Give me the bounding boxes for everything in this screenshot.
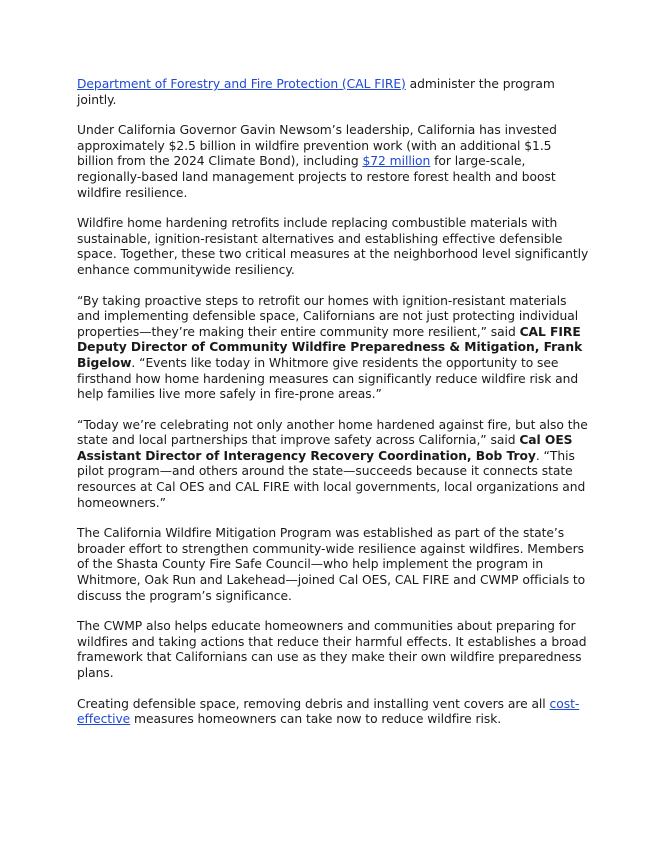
quote-text: “Today we’re celebrating not only another home hardened against fire, but also the state and local partnerships that improve safety across California,” said: [77, 417, 588, 448]
quote-text: . “This pilot program—and others around the state—succeeds because it connects state resources at Cal OES and CAL FIRE with local governments, local organizations and homeowners.”: [77, 448, 586, 510]
cal-fire-link[interactable]: Department of Forestry and Fire Protection (CAL FIRE): [77, 77, 406, 91]
quote-text: “By taking proactive steps to retrofit our homes with ignition-resistant materials and implementing defensible space, Californians are not just protecting individual properties—they’re making their entire community more resilient,” said: [77, 293, 579, 339]
paragraph-text: Creating defensible space, removing debris and installing vent covers are all: [77, 696, 550, 711]
speaker-name: Cal OES Assistant Director of Interagency Recovery Coordination, Bob Troy: [77, 433, 573, 463]
paragraph-text: administer the program jointly.: [77, 77, 555, 107]
paragraph-troy-quote: [77, 418, 590, 512]
paragraph-bigelow-quote: [77, 294, 590, 403]
paragraph-program-admin: [77, 77, 590, 108]
quote-text: . “Events like today in Whitmore give residents the opportunity to see firsthand how home hardening measures can significantly reduce wildfire risk and help families live more safely in fire-prone areas.”: [77, 355, 579, 402]
paragraph-retrofits: Wildfire home hardening retrofits include replacing combustible materials with sustainable, ignition-resistant alternatives and establishing effective defensible space. Together, these two critical measures at the neighborhood level significantly enhance communitywide resiliency.: [77, 216, 589, 277]
paragraph-cwmp-education: The CWMP also helps educate homeowners and communities about preparing for wildfires and taking actions that reduce their harmful effects. It establishes a broad framework that Californians can use as they make their own wildfire preparedness plans.: [77, 619, 587, 680]
speaker-name: CAL FIRE Deputy Director of Community Wildfire Preparedness & Mitigation, Frank Bigelow: [77, 324, 583, 370]
paragraph-text: Under California Governor Gavin Newsom’s leadership, California has invested approximately $2.5 billion in wildfire prevention work (with an additional $1.5 billion from the 2024 Climate Bond), including: [77, 123, 557, 169]
paragraph-text: for large-scale, regionally-based land management projects to restore forest health and boost wildfire resilience.: [77, 154, 556, 200]
paragraph-cwmp-established: The California Wildfire Mitigation Program was established as part of the state’s broader effort to strengthen community-wide resilience against wildfires. Members of the Shasta County Fire Safe Council—who help implement the program in Whitmore, Oak Run and Lakehead—joined Cal OES, CAL FIRE and CWMP officials to discuss the program’s significance.: [77, 526, 586, 603]
paragraph-investment: [77, 123, 590, 201]
paragraph-defensible-space: [77, 697, 590, 728]
paragraph-text: measures homeowners can take now to reduce wildfire risk.: [130, 712, 502, 727]
cost-effective-link[interactable]: cost-effective: [77, 696, 580, 727]
funding-link[interactable]: $72 million: [362, 154, 431, 169]
